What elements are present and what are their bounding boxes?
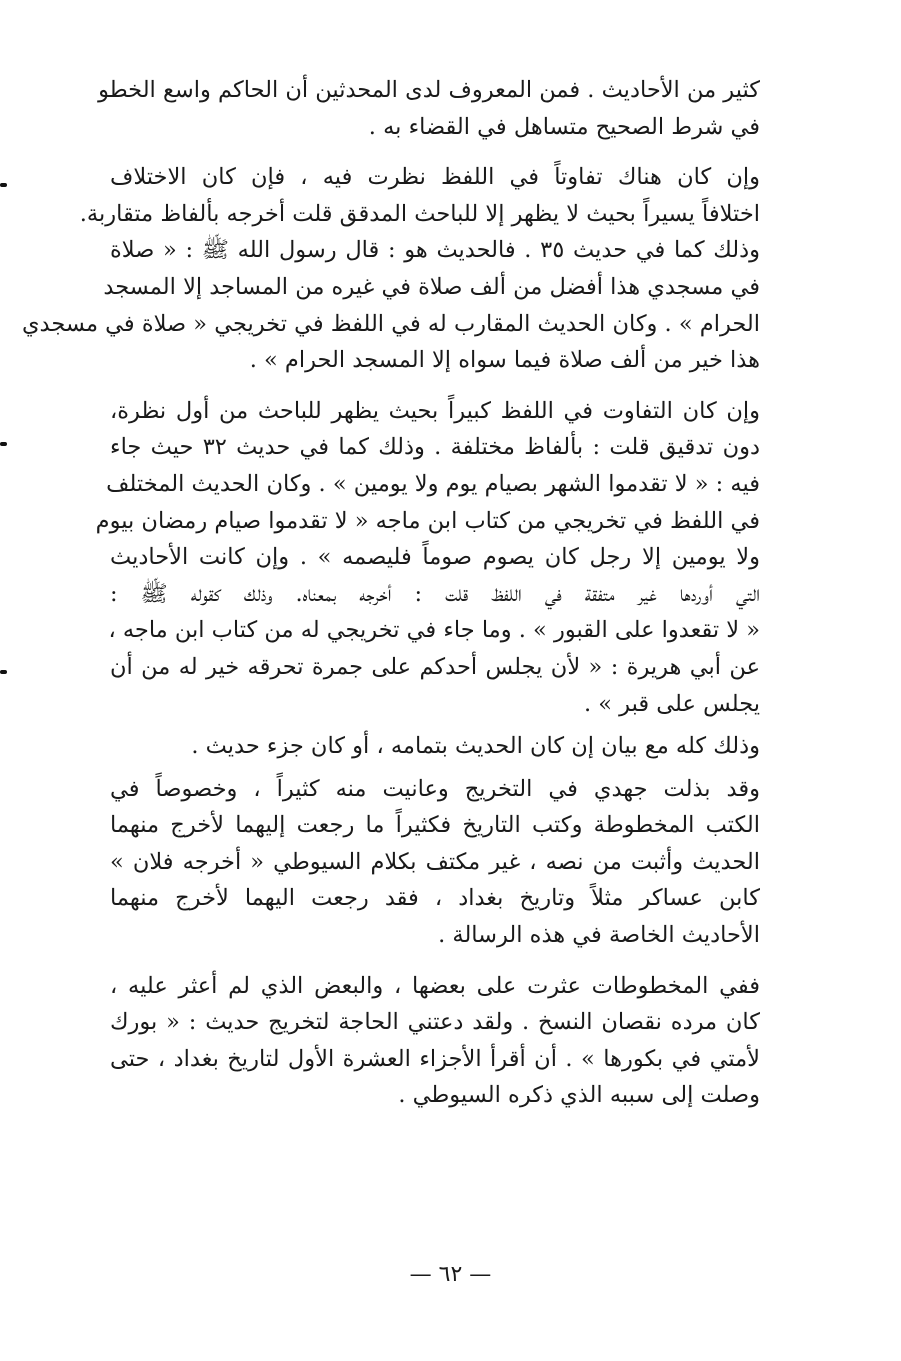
paragraph-1 (98, 72, 760, 145)
paragraph-6 (110, 968, 760, 1114)
text-line: وصلت إلى سببه الذي ذكره السيوطي . (398, 1082, 760, 1109)
text-line: دون تدقيق قلت : بألفاظ مختلفة . وذلك كما في حديث ٣٢ حيث جاء (110, 434, 760, 461)
text-line: في شرط الصحيح متساهل في القضاء به . (368, 113, 760, 140)
text-line: وقد بذلت جهدي في التخريج وعانيت منه كثيراً ، وخصوصاً في (110, 775, 760, 802)
page-number: — ٦٢ — (409, 1262, 492, 1287)
paragraph-4 (110, 728, 760, 765)
text-line: الحرام » . وكان الحديث المقارب له في اللفظ في تخريجي « صلاة في مسجدي (21, 310, 760, 337)
text-line: وذلك كله مع بيان إن كان الحديث بتمامه ، أو كان جزء حديث . (191, 733, 760, 760)
edge-mark (0, 670, 7, 674)
text-line: التي أوردها غير متفقة في اللفظ قلت : أخرجه بمعناه. وذلك كقوله ﷺ : (110, 580, 760, 607)
text-line: ففي المخطوطات عثرت على بعضها ، والبعض الذي لم أعثر عليه ، (110, 972, 760, 999)
text-line: عن أبي هريرة : « لأن يجلس أحدكم على جمرة تحرقه خير له من أن (110, 653, 760, 680)
text-line: « لا تقعدوا على القبور » . وما جاء في تخريجي له من كتاب ابن ماجه ، (108, 617, 760, 644)
page-body (21, 72, 760, 1114)
edge-mark (0, 183, 7, 187)
text-line: الحديث وأثبت من نصه ، غير مكتف بكلام السيوطي « أخرجه فلان » (110, 848, 760, 875)
text-line: وإن كان التفاوت في اللفظ كبيراً بحيث يظهر للباحث من أول نظرة، (110, 397, 760, 424)
text-line: الأحاديث الخاصة في هذه الرسالة . (438, 922, 760, 949)
text-line: اختلافاً يسيراً بحيث لا يظهر إلا للباحث المدقق قلت أخرجه بألفاظ متقاربة. (79, 200, 760, 227)
text-line: وذلك كما في حديث ٣٥ . فالحديث هو : قال رسول الله ﷺ : « صلاة (110, 237, 760, 264)
text-line: في اللفظ في تخريجي من كتاب ابن ماجه « لا تقدموا صيام رمضان بيوم (95, 507, 760, 534)
text-line: لأمتي في بكورها » . أن أقرأ الأجزاء العشرة الأول لتاريخ بغداد ، حتى (110, 1045, 760, 1072)
text-line: في مسجدي هذا أفضل من ألف صلاة في غيره من المساجد إلا المسجد (103, 273, 760, 300)
text-line: كابن عساكر مثلاً وتاريخ بغداد ، فقد رجعت اليهما لأخرج منهما (110, 885, 760, 912)
text-line: الكتب المخطوطة وكتب التاريخ فكثيراً ما رجعت إليهما لأخرج منهما (110, 812, 760, 839)
edge-mark (0, 442, 7, 446)
text-line: كثير من الأحاديث . فمن المعروف لدى المحدثين أن الحاكم واسع الخطو (98, 77, 760, 103)
text-line: ولا يومين إلا رجل كان يصوم صوماً فليصمه » . وإن كانت الأحاديث (110, 544, 760, 571)
text-line: هذا خير من ألف صلاة فيما سواه إلا المسجد الحرام » . (249, 347, 760, 374)
text-line: وإن كان هناك تفاوتاً في اللفظ نظرت فيه ، فإن كان الاختلاف (110, 164, 760, 191)
paragraph-3 (95, 393, 760, 722)
text-line: كان مرده نقصان النسخ . ولقد دعتني الحاجة لتخريج حديث : « بورك (110, 1009, 760, 1036)
text-line: يجلس على قبر » . (583, 690, 760, 717)
text-line: فيه : « لا تقدموا الشهر بصيام يوم ولا يومين » . وكان الحديث المختلف (106, 470, 760, 497)
paragraph-5 (110, 771, 760, 954)
paragraph-2 (21, 159, 760, 379)
